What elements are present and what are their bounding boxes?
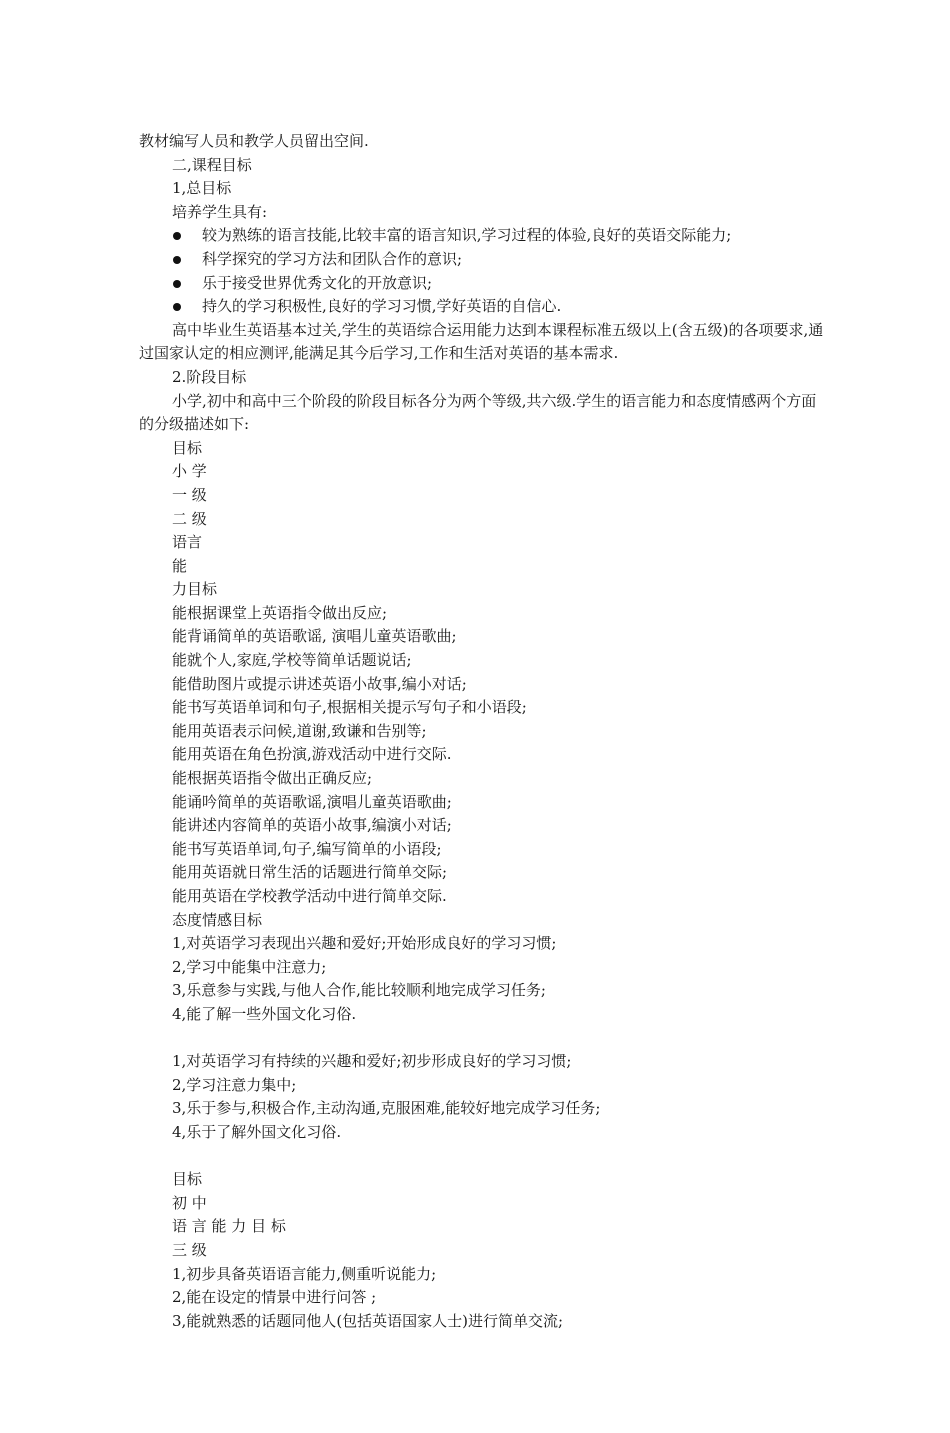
bullet-dot-icon bbox=[173, 280, 181, 288]
text-line: 教材编写人员和教学人员留出空间. bbox=[139, 132, 369, 150]
bullet-item bbox=[139, 248, 864, 272]
table-cell: 力目标 bbox=[172, 580, 218, 599]
list-item: 能根据英语指令做出正确反应; bbox=[172, 769, 373, 788]
list-item: 1,初步具备英语语言能力,侧重听说能力; bbox=[172, 1264, 437, 1283]
subsection-heading: 2.阶段目标 bbox=[172, 367, 247, 386]
subsection-heading: 1,总目标 bbox=[172, 179, 232, 198]
bullet-item bbox=[139, 295, 864, 319]
list-item: 能用英语在学校教学活动中进行简单交际. bbox=[172, 887, 447, 905]
bullet-text: 较为熟练的语言技能,比较丰富的语言知识,学习过程的体验,良好的英语交际能力; bbox=[202, 226, 732, 245]
paragraph-line: 过国家认定的相应测评,能满足其今后学习,工作和生活对英语的基本需求. bbox=[139, 344, 619, 363]
list-item: 能诵吟简单的英语歌谣,演唱儿童英语歌曲; bbox=[172, 792, 452, 811]
table-cell: 态度情感目标 bbox=[172, 910, 263, 929]
table-cell: 能 bbox=[172, 556, 188, 575]
list-item: 能用英语表示问候,道谢,致谦和告别等; bbox=[172, 721, 427, 740]
blank-line bbox=[139, 1145, 864, 1169]
list-item: 能背诵简单的英语歌谣, 演唱儿童英语歌曲; bbox=[172, 627, 457, 646]
table-cell: 语言 bbox=[172, 533, 203, 552]
list-item: 能书写英语单词,句子,编写简单的小语段; bbox=[172, 839, 442, 858]
bullet-item bbox=[139, 272, 864, 296]
list-item: 4,乐于了解外国文化习俗. bbox=[172, 1122, 342, 1141]
list-item: 1,对英语学习表现出兴趣和爱好;开始形成良好的学习习惯; bbox=[172, 934, 557, 953]
bullet-text: 乐于接受世界优秀文化的开放意识; bbox=[202, 273, 433, 292]
text-line: 培养学生具有: bbox=[172, 202, 268, 221]
list-item: 3,乐于参与,积极合作,主动沟通,克服困难,能较好地完成学习任务; bbox=[172, 1099, 601, 1118]
list-item: 3,能就熟悉的话题同他人(包括英语国家人士)进行简单交流; bbox=[172, 1311, 564, 1330]
list-item: 能讲述内容简单的英语小故事,编演小对话; bbox=[172, 816, 452, 835]
table-cell: 初 中 bbox=[172, 1193, 207, 1212]
list-item: 3,乐意参与实践,与他人合作,能比较顺利地完成学习任务; bbox=[172, 981, 546, 1000]
list-item: 能用英语在角色扮演,游戏活动中进行交际. bbox=[172, 745, 452, 764]
table-cell: 三 级 bbox=[172, 1240, 207, 1259]
list-item: 2,学习注意力集中; bbox=[172, 1075, 297, 1094]
table-cell: 二 级 bbox=[172, 509, 207, 528]
list-item: 2,学习中能集中注意力; bbox=[172, 957, 327, 976]
list-item: 能书写英语单词和句子,根据相关提示写句子和小语段; bbox=[172, 698, 527, 717]
list-item: 能就个人,家庭,学校等简单话题说话; bbox=[172, 651, 412, 670]
list-item: 1,对英语学习有持续的兴趣和爱好;初步形成良好的学习习惯; bbox=[172, 1052, 572, 1071]
paragraph-line: 高中毕业生英语基本过关,学生的英语综合运用能力达到本课程标准五级以上(含五级)的各项要求,通 bbox=[172, 320, 824, 339]
section-heading: 二,课程目标 bbox=[172, 155, 252, 174]
paragraph-line: 小学,初中和高中三个阶段的阶段目标各分为两个等级,共六级.学生的语言能力和态度情感两个方面 bbox=[172, 391, 817, 410]
list-item: 能用英语就日常生活的话题进行简单交际; bbox=[172, 863, 448, 882]
list-item: 2,能在设定的情景中进行问答 ; bbox=[172, 1288, 377, 1307]
bullet-text: 科学探究的学习方法和团队合作的意识; bbox=[202, 249, 463, 268]
blank-line bbox=[139, 1027, 864, 1051]
table-cell: 目标 bbox=[172, 438, 203, 457]
list-item: 能借助图片或提示讲述英语小故事,编小对话; bbox=[172, 674, 467, 693]
paragraph-line: 的分级描述如下: bbox=[139, 415, 250, 434]
table-cell: 语 言 能 力 目 标 bbox=[172, 1217, 286, 1236]
bullet-dot-icon bbox=[173, 256, 181, 264]
list-item: 能根据课堂上英语指令做出反应; bbox=[172, 603, 388, 622]
bullet-item bbox=[139, 224, 864, 248]
table-cell: 小 学 bbox=[172, 462, 207, 481]
table-cell: 一 级 bbox=[172, 485, 207, 504]
bullet-text: 持久的学习积极性,良好的学习习惯,学好英语的自信心. bbox=[202, 297, 562, 316]
list-item: 4,能了解一些外国文化习俗. bbox=[172, 1004, 357, 1023]
table-cell: 目标 bbox=[172, 1170, 203, 1189]
document-page bbox=[139, 130, 864, 1333]
